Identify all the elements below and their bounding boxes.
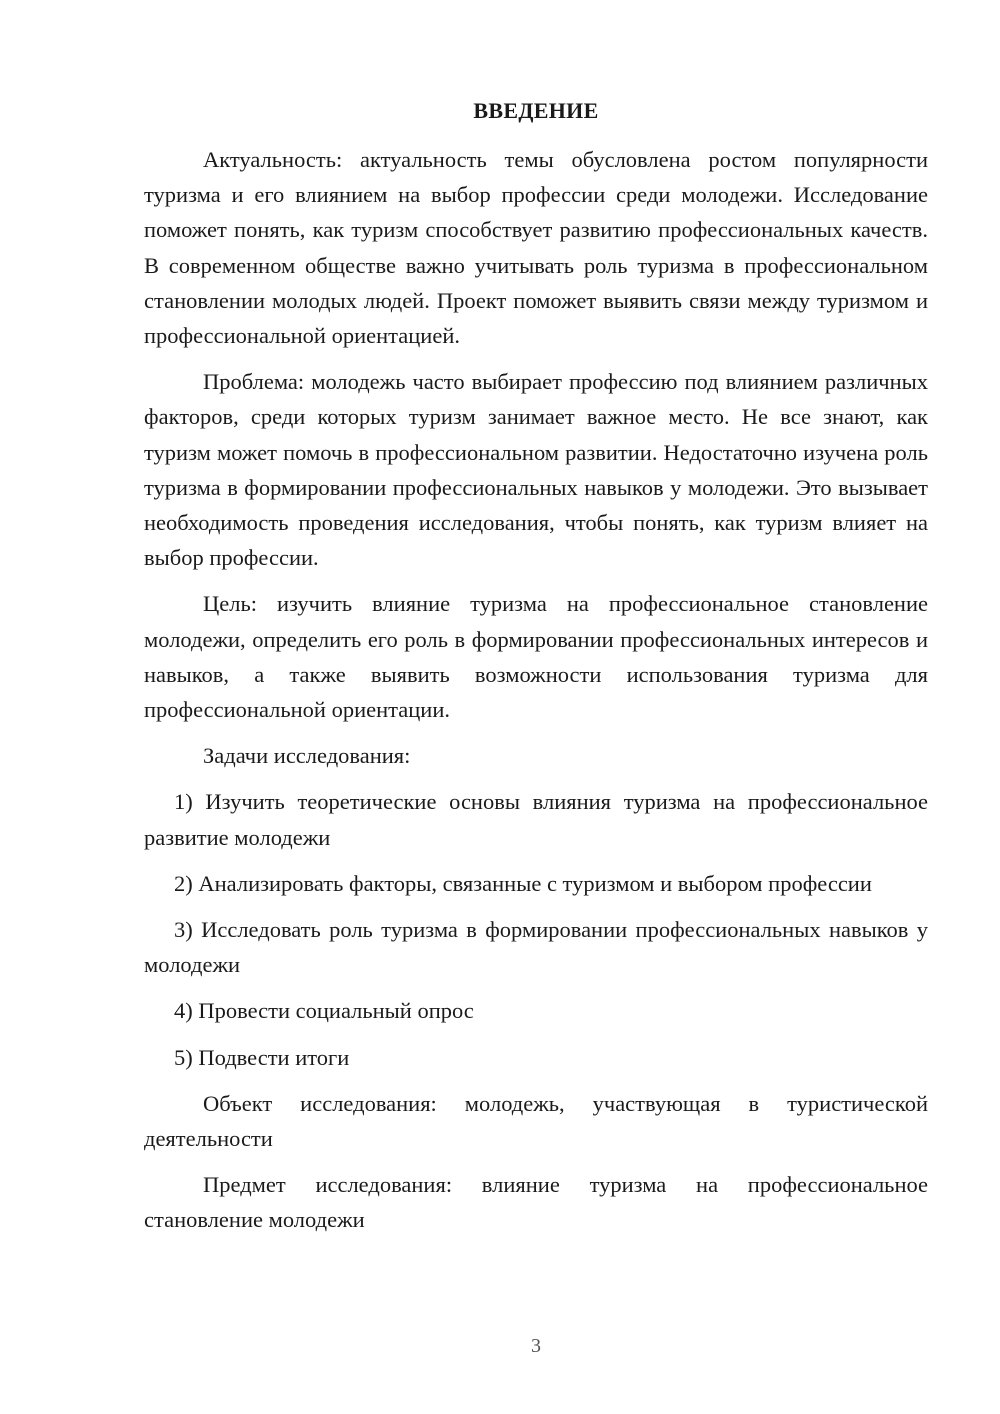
document-body bbox=[144, 142, 928, 1238]
task-item-5: 5) Подвести итоги bbox=[174, 1044, 350, 1070]
task-item-3: 3) Исследовать роль туризма в формировании профессиональных навыков у молодежи bbox=[144, 917, 928, 978]
paragraph-tasks-heading: Задачи исследования: bbox=[203, 743, 411, 769]
paragraph-object: Объект исследования: молодежь, участвующая в туристической деятельности bbox=[144, 1090, 928, 1152]
paragraph-subject: Предмет исследования: влияние туризма на профессиональное становление молодежи bbox=[144, 1172, 928, 1233]
paragraph-problem: Проблема: молодежь часто выбирает профессию под влиянием различных факторов, среди которых туризм занимает важное место. Не все знают, как туризм может помочь в профессиональном развитии. Недостаточно изучена роль туризма в формировании профессиональных навыков у молодежи. Это вызывает необходимость проведения исследования, чтобы понять, как туризм влияет на выбор профессии. bbox=[144, 369, 928, 571]
paragraph-relevance: Актуальность: актуальность темы обусловлена ростом популярности туризма и его влиянием на выбор профессии среди молодежи. Исследование поможет понять, как туризм способствует развитию профессиональных качеств. В современном обществе важно учитывать роль туризма в профессиональном становлении молодых людей. Проект поможет выявить связи между туризмом и профессиональной ориентацией. bbox=[144, 147, 928, 349]
page-number: 3 bbox=[531, 1335, 541, 1357]
task-item-2: 2) Анализировать факторы, связанные с туризмом и выбором профессии bbox=[174, 870, 872, 896]
paragraph-goal: Цель: изучить влияние туризма на профессиональное становление молодежи, определить его роль в формировании профессиональных интересов и навыков, а также выявить возможности использования туризма для профессиональной ориентации. bbox=[144, 591, 928, 723]
task-item-1: 1) Изучить теоретические основы влияния туризма на профессиональное развитие молодежи bbox=[144, 789, 928, 850]
section-title: ВВЕДЕНИЕ bbox=[473, 98, 599, 123]
task-item-4: 4) Провести социальный опрос bbox=[174, 998, 474, 1024]
